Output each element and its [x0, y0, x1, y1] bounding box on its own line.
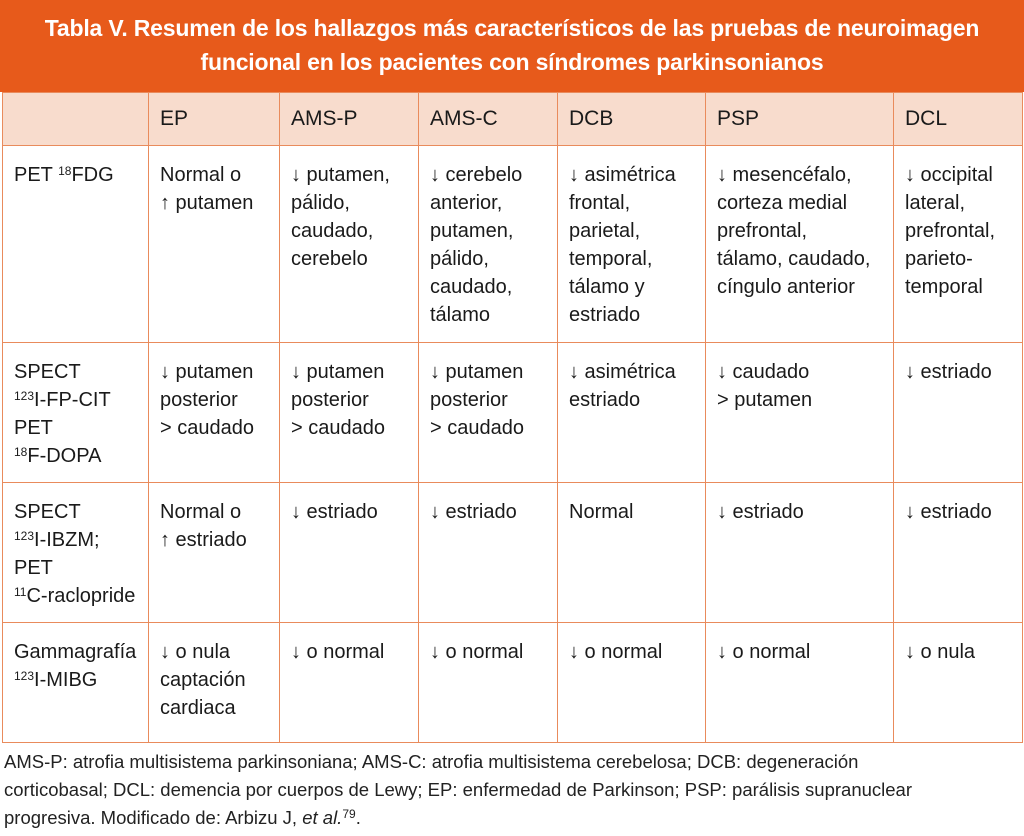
cell-text-line: frontal,: [569, 192, 631, 214]
cell-text-line: ↓ cerebelo: [430, 164, 523, 186]
row-label-line: [14, 666, 144, 694]
cell-text-line: tálamo: [430, 304, 491, 326]
cell-text-line: pálido,: [291, 192, 350, 214]
cell-psp: [706, 343, 894, 483]
column-header-dcb: DCB: [558, 93, 706, 146]
cell-text-line: estriado: [569, 389, 641, 411]
cell-ep: [149, 146, 280, 343]
row-label-line: [14, 414, 144, 442]
cell-text-line: parieto-: [905, 248, 973, 270]
cell-ams-p: [280, 623, 419, 743]
cell-text-line: ↓ putamen: [291, 361, 385, 383]
cell-text-line: ↓ putamen: [160, 361, 254, 383]
cell-text-line: ↓ asimétrica: [569, 164, 676, 186]
table-footnote: [4, 748, 1020, 832]
isotope-superscript: 11: [14, 585, 27, 599]
cell-text-line: > caudado: [291, 417, 385, 439]
column-header-dcl: DCL: [894, 93, 1023, 146]
row-label-text: SPECT: [14, 501, 81, 523]
cell-ep: [149, 343, 280, 483]
cell-text-line: prefrontal,: [717, 220, 808, 242]
cell-dcb: [558, 343, 706, 483]
cell-dcb: [558, 146, 706, 343]
row-label-line: [14, 386, 144, 414]
cell-text-line: caudado,: [291, 220, 374, 242]
row-label: [3, 146, 149, 343]
cell-text-line: pálido,: [430, 248, 489, 270]
cell-ams-p: [280, 343, 419, 483]
table-title-line-2: funcional en los pacientes con síndromes parkinsonianos: [200, 49, 824, 75]
cell-text-line: ↓ estriado: [717, 501, 804, 523]
cell-text-line: > caudado: [160, 417, 254, 439]
cell-text-line: ↓ putamen,: [291, 164, 390, 186]
cell-psp: [706, 483, 894, 623]
isotope-superscript: 123: [14, 389, 35, 403]
column-header-row: [3, 93, 1023, 146]
column-header-corner: [3, 93, 149, 146]
cell-text-line: tálamo y: [569, 276, 645, 298]
cell-text-line: corteza medial: [717, 192, 848, 214]
cell-text-line: Normal: [569, 501, 634, 523]
row-label-text: PET: [14, 417, 53, 439]
cell-psp: [706, 146, 894, 343]
table-title: [0, 0, 1024, 92]
cell-text-line: ↓ estriado: [905, 361, 992, 383]
cell-text-line: ↓ o nula: [905, 641, 976, 663]
cell-text-line: posterior: [430, 389, 508, 411]
cell-text-line: ↓ putamen: [430, 361, 524, 383]
cell-text-line: posterior: [160, 389, 238, 411]
cell-ams-c: [419, 343, 558, 483]
cell-ams-c: [419, 623, 558, 743]
cell-text-line: Normal o: [160, 164, 242, 186]
cell-text-line: posterior: [291, 389, 369, 411]
cell-dcl: [894, 343, 1023, 483]
row-label-line: [14, 161, 144, 189]
cell-dcl: [894, 483, 1023, 623]
row-label-text: F-DOPA: [27, 445, 102, 467]
cell-text-line: prefrontal,: [905, 220, 996, 242]
row-label-line: [14, 554, 144, 582]
cell-text-line: tálamo, caudado,: [717, 248, 871, 270]
row-label-line: [14, 358, 144, 386]
table-title-line-1: Tabla V. Resumen de los hallazgos más característicos de las pruebas de neuroimagen: [44, 15, 980, 41]
row-label: [3, 343, 149, 483]
cell-text-line: > caudado: [430, 417, 524, 439]
footnote-end: .: [355, 807, 361, 828]
cell-dcl: [894, 146, 1023, 343]
row-label-line: [14, 638, 144, 666]
row-label-text: SPECT: [14, 361, 81, 383]
footnote-line-3: [4, 804, 1020, 832]
row-label-line: [14, 498, 144, 526]
cell-text-line: ↓ occipital: [905, 164, 993, 186]
cell-text-line: ↓ o nula: [160, 641, 231, 663]
cell-ams-c: [419, 146, 558, 343]
cell-ep: [149, 623, 280, 743]
table-row: [3, 146, 1023, 343]
row-label-line: [14, 442, 144, 470]
cell-text-line: ↑ putamen: [160, 192, 254, 214]
row-label-text: I-FP-CIT: [34, 389, 111, 411]
cell-text-line: ↓ estriado: [905, 501, 992, 523]
cell-text-line: captación: [160, 669, 246, 691]
cell-text-line: ↓ o normal: [717, 641, 811, 663]
cell-text-line: ↓ estriado: [291, 501, 378, 523]
footnote-line-3-text: progresiva. Modificado de: Arbizu J,: [4, 807, 303, 828]
cell-text-line: cardiaca: [160, 697, 236, 719]
cell-text-line: caudado,: [430, 276, 513, 298]
cell-text-line: ↓ caudado: [717, 361, 810, 383]
row-label-line: [14, 582, 144, 610]
cell-text-line: parietal,: [569, 220, 641, 242]
row-label-text: FDG: [71, 164, 114, 186]
row-label-text: I-MIBG: [34, 669, 98, 691]
column-header-psp: PSP: [706, 93, 894, 146]
row-label-text: C-raclopride: [26, 585, 136, 607]
cell-text-line: > putamen: [717, 389, 813, 411]
findings-table: [2, 92, 1023, 743]
footnote-et-al: et al.: [302, 807, 343, 828]
footnote-line-1: AMS-P: atrofia multisistema parkinsoniana; AMS-C: atrofia multisistema cerebelosa; DCB: degeneración: [4, 751, 859, 772]
cell-text-line: ↓ estriado: [430, 501, 517, 523]
cell-text-line: ↓ o normal: [430, 641, 524, 663]
cell-text-line: cerebelo: [291, 248, 368, 270]
cell-text-line: temporal,: [569, 248, 653, 270]
isotope-superscript: 123: [14, 669, 35, 683]
cell-ams-p: [280, 146, 419, 343]
cell-text-line: temporal: [905, 276, 983, 298]
cell-text-line: anterior,: [430, 192, 503, 214]
cell-text-line: putamen,: [430, 220, 514, 242]
cell-text-line: lateral,: [905, 192, 966, 214]
cell-dcb: [558, 483, 706, 623]
table-row: [3, 343, 1023, 483]
footnote-line-2: corticobasal; DCL: demencia por cuerpos de Lewy; EP: enfermedad de Parkinson; PSP: parálisis supranuclear: [4, 779, 912, 800]
row-label-text: I-IBZM;: [34, 529, 100, 551]
row-label-text: Gammagrafía: [14, 641, 137, 663]
column-header-ams-c: AMS-C: [419, 93, 558, 146]
column-header-ep: EP: [149, 93, 280, 146]
cell-text-line: ↓ o normal: [291, 641, 385, 663]
cell-dcb: [558, 623, 706, 743]
row-label-line: [14, 526, 144, 554]
cell-ams-c: [419, 483, 558, 623]
row-label-text: PET: [14, 557, 53, 579]
cell-text-line: ↓ mesencéfalo,: [717, 164, 852, 186]
isotope-superscript: 123: [14, 529, 35, 543]
cell-ams-p: [280, 483, 419, 623]
cell-dcl: [894, 623, 1023, 743]
cell-text-line: ↓ o normal: [569, 641, 663, 663]
cell-text-line: ↑ estriado: [160, 529, 247, 551]
row-label: [3, 483, 149, 623]
row-label: [3, 623, 149, 743]
cell-text-line: cíngulo anterior: [717, 276, 855, 298]
table-row: [3, 483, 1023, 623]
cell-ep: [149, 483, 280, 623]
row-label-text: PET: [14, 164, 59, 186]
table-row: [3, 623, 1023, 743]
footnote-reference: 79: [342, 807, 356, 821]
cell-text-line: ↓ asimétrica: [569, 361, 676, 383]
isotope-superscript: 18: [14, 445, 28, 459]
isotope-superscript: 18: [58, 164, 72, 178]
column-header-ams-p: AMS-P: [280, 93, 419, 146]
cell-text-line: estriado: [569, 304, 641, 326]
cell-psp: [706, 623, 894, 743]
cell-text-line: Normal o: [160, 501, 242, 523]
